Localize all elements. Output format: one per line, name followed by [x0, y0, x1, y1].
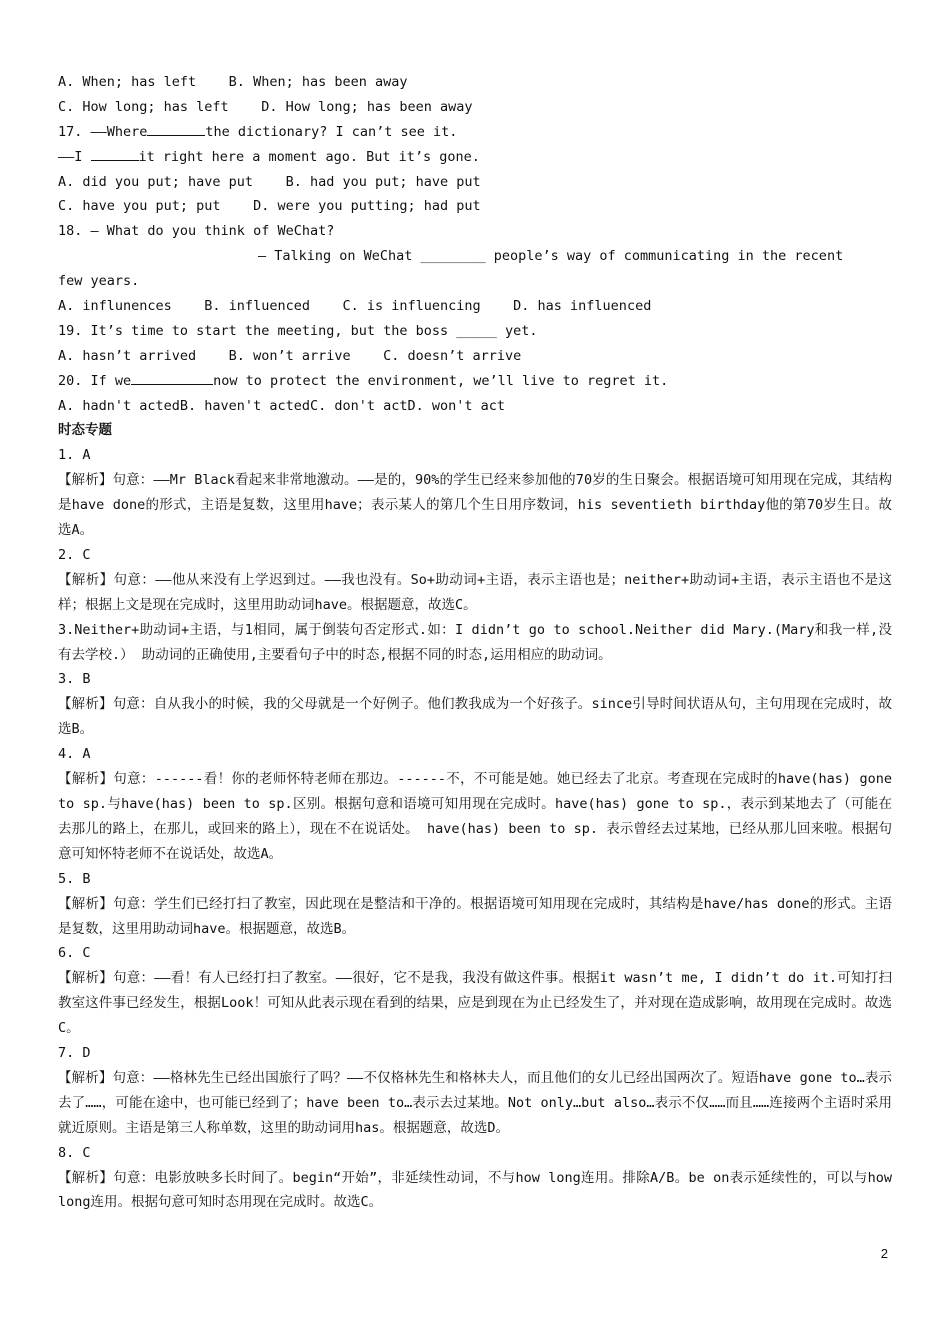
answer-number: 6. C	[58, 945, 91, 962]
answer-number: 4. A	[58, 746, 91, 763]
answer-number: 2. C	[58, 546, 91, 563]
q17-text-a: 17. ——Where	[58, 123, 148, 140]
q17-prompt	[58, 120, 892, 145]
answer-explanation: 【解析】句意：电影放映多长时间了。begin“开始”，非延续性动词，不与how long连用。排除A/B。be on表示延续性的，可以与how long连用。根据句意可知时态用现在完成时。故选C。	[58, 1169, 892, 1211]
page-number: 2	[880, 1246, 888, 1261]
q17-options-2: C. have you put; put D. were you putting; had put	[58, 198, 481, 215]
q18-prompt: 18. — What do you think of WeChat?	[58, 223, 335, 240]
answer-number: 1. A	[58, 447, 91, 464]
q18-response-cont: few years.	[58, 273, 140, 290]
q17-response	[58, 145, 892, 170]
q19-options: A. hasn’t arrived B. won’t arrive C. doesn’t arrive	[58, 347, 522, 364]
q16-options-2: C. How long; has left D. How long; has been away	[58, 98, 473, 115]
q20-text-b: now to protect the environment, we’ll live to regret it.	[213, 372, 669, 389]
answer-explanation: 【解析】句意：自从我小的时候，我的父母就是一个好例子。他们教我成为一个好孩子。since引导时间状语从句，主句用现在完成时，故选B。	[58, 696, 892, 738]
q19-prompt: 19. It’s time to start the meeting, but the boss _____ yet.	[58, 322, 538, 339]
answer-explanation: 【解析】句意：学生们已经打扫了教室，因此现在是整洁和干净的。根据语境可知用现在完成时，其结构是have/has done的形式。主语是复数，这里用助动词have。根据题意，故选B。	[58, 895, 892, 937]
answer-explanation: 【解析】句意：——Mr Black看起来非常地激动。——是的，90%的学生已经来参加他的70岁的生日聚会。根据语境可知用现在完成，其结构是have done的形式，主语是复数，这里用have；表示某人的第几个生日用序数词，his seventieth birthday他的第70岁生日。故选A。	[58, 472, 892, 539]
page-content	[58, 70, 892, 1215]
answer-number: 3. B	[58, 671, 91, 688]
q20-blank	[131, 370, 213, 385]
answer-explanation: 【解析】句意：——格林先生已经出国旅行了吗？——不仅格林先生和格林夫人，而且他们的女儿已经出国两次了。短语have gone to…表示去了……，可能在途中，也可能已经到了；have been to…表示去过某地。Not only…but also…表示不仅……而且……连接两个主语时采用就近原则。主语是第三人称单数，这里的助动词用has。根据题意，故选D。	[58, 1069, 892, 1136]
q18-response: — Talking on WeChat ________ people’s way of communicating in the recent	[258, 248, 844, 265]
q20-prompt	[58, 369, 892, 394]
answer-number: 7. D	[58, 1045, 91, 1062]
q18-options: A. influnences B. influenced C. is influencing D. has influenced	[58, 298, 652, 315]
q17-text-c: ——I	[58, 148, 91, 165]
answer-number: 5. B	[58, 870, 91, 887]
answer-explanation: 【解析】句意：——看！有人已经打扫了教室。——很好，它不是我，我没有做这件事。根据it wasn’t me, I didn’t do it.可知打扫教室这件事已经发生，根据Look！可知从此表示现在看到的结果，应是到现在为止已经发生了，并对现在造成影响，故用现在完成时。故选C。	[58, 970, 892, 1037]
q16-options-1: A. When; has left B. When; has been away	[58, 74, 408, 90]
q17-blank-1	[147, 121, 205, 136]
section-title: 时态专题	[58, 422, 112, 439]
q17-text-b: the dictionary? I can’t see it.	[205, 123, 458, 140]
answer-note: 3.Neither+助动词+主语，与1相同，属于倒装句否定形式.如：I didn’t go to school.Neither did Mary.(Mary和我一样,没有去学校.） 助动词的正确使用,主要看句子中的时态,根据不同的时态,运用相应的助动词。	[58, 621, 892, 663]
q17-blank-2	[91, 146, 139, 161]
q17-text-d: it right here a moment ago. But it’s gone.	[138, 148, 480, 165]
q20-text-a: 20. If we	[58, 372, 132, 389]
q17-options-1: A. did you put; have put B. had you put; have put	[58, 173, 481, 190]
answer-explanation: 【解析】句意：------看！你的老师怀特老师在那边。------不，不可能是她。她已经去了北京。考查现在完成时的have(has) gone to sp.与have(has) been to sp.区别。根据句意和语境可知用现在完成时。have(has) gone to sp.，表示到某地去了（可能在去那儿的路上，在那儿，或回来的路上），现在不在说话处。 have(has) been to sp. 表示曾经去过某地，已经从那儿回来啦。根据句意可知怀特老师不在说话处，故选A。	[58, 771, 892, 862]
answer-number: 8. C	[58, 1144, 91, 1161]
q20-options: A. hadn't actedB. haven't actedC. don't actD. won't act	[58, 397, 506, 414]
answer-explanation: 【解析】句意：——他从来没有上学迟到过。——我也没有。So+助动词+主语，表示主语也是；neither+助动词+主语，表示主语也不是这样；根据上文是现在完成时，这里用助动词have。根据题意，故选C。	[58, 571, 892, 613]
